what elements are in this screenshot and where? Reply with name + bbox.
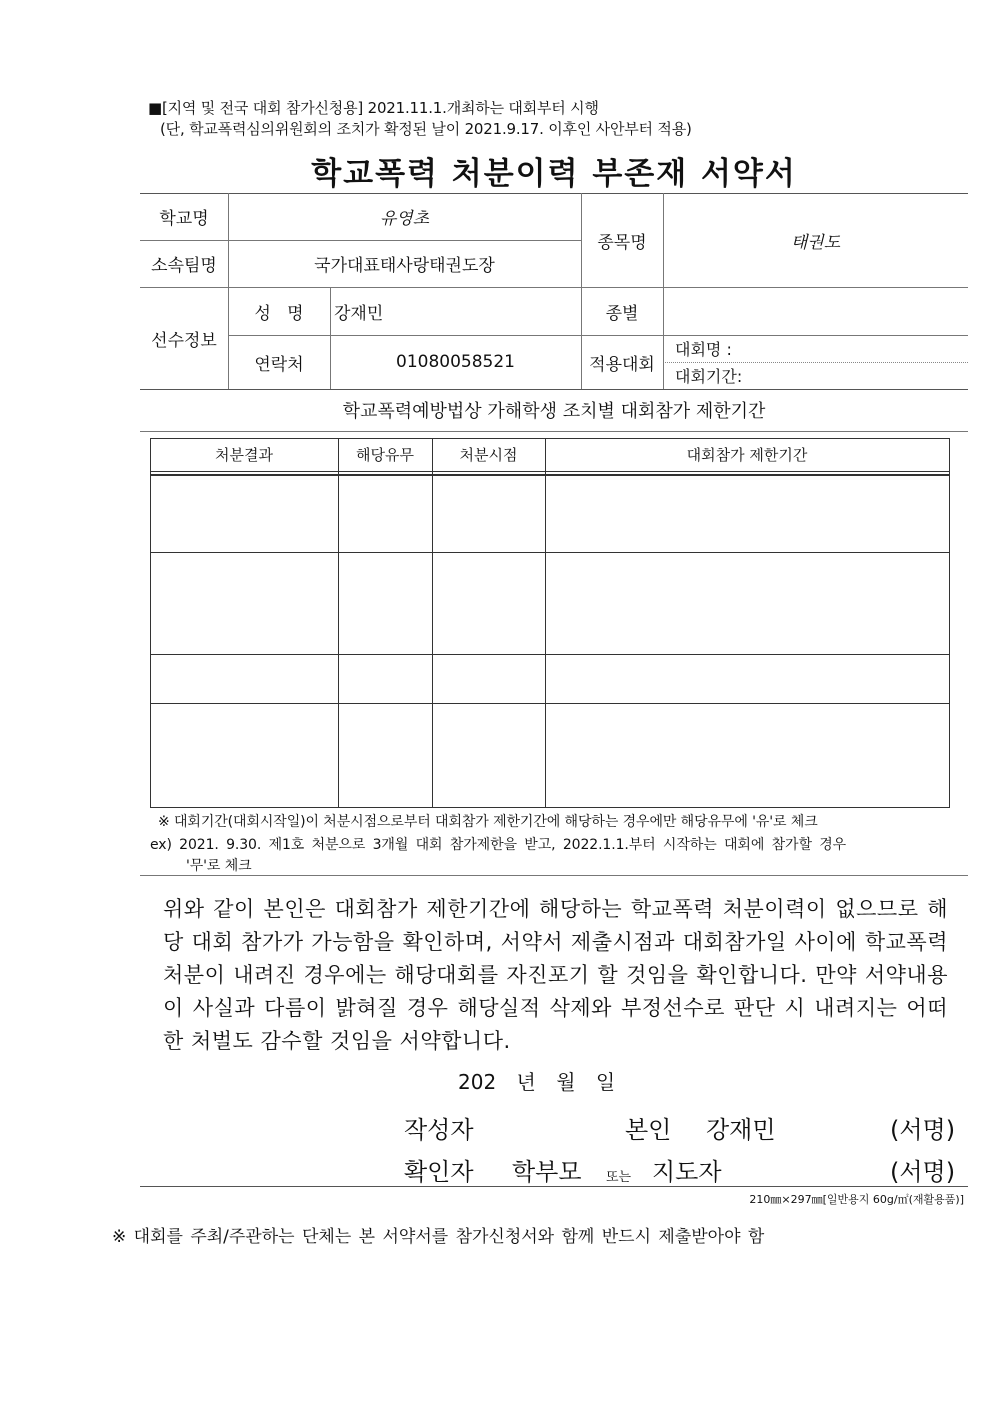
competition-name-label: 대회명 : bbox=[675, 340, 732, 359]
col-disposition-result: 처분결과 bbox=[215, 446, 273, 464]
competition-period-label: 대회기간: bbox=[675, 367, 743, 386]
col-restriction-period: 대회참가 제한기간 bbox=[686, 446, 808, 464]
signature-2: (서명) bbox=[890, 1158, 956, 1186]
coach-label: 지도자 bbox=[652, 1158, 722, 1186]
note-2: ex) 2021. 9.30. 제1호 처분으로 3개월 대회 참가제한을 받고, 2022.1.1.부터 시작하는 대회에 참가할 경우 bbox=[150, 837, 847, 853]
parent-label: 학부모 bbox=[512, 1158, 582, 1186]
team-value: 국가대표태사랑태권도장 bbox=[314, 256, 495, 276]
date-line: 202 년 월 일 bbox=[458, 1070, 616, 1094]
gender-value bbox=[663, 287, 968, 335]
or-label: 또는 bbox=[606, 1170, 632, 1185]
contact-label: 연락처 bbox=[254, 354, 304, 375]
school-label: 학교명 bbox=[159, 209, 209, 229]
col-disposition-date: 처분시점 bbox=[459, 446, 518, 464]
self-label: 본인 bbox=[625, 1116, 672, 1144]
notice-line-2: (단, 학교폭력심의위원회의 조치가 확정된 날이 2021.9.17. 이후인 사안부터 적용) bbox=[160, 120, 692, 138]
sport-label: 종목명 bbox=[597, 232, 647, 253]
col-applicable: 해당유무 bbox=[356, 446, 414, 464]
notice-line-1: ■[지역 및 전국 대회 참가신청용] 2021.11.1.개최하는 대회부터 시행 bbox=[148, 99, 599, 117]
gender-label: 종별 bbox=[605, 303, 639, 324]
paper-spec: 210㎜×297㎜[일반용지 60g/㎡(재활용품)] bbox=[749, 1193, 964, 1206]
confirm-label: 확인자 bbox=[404, 1158, 474, 1186]
name-value: 강재민 bbox=[334, 303, 384, 324]
footnote: ※ 대회를 주최/주관하는 단체는 본 서약서를 참가신청서와 함께 반드시 제출받아야 함 bbox=[112, 1227, 765, 1247]
document-title: 학교폭력 처분이력 부존재 서약서 bbox=[311, 156, 797, 192]
team-label: 소속팀명 bbox=[151, 256, 217, 276]
restriction-heading: 학교폭력예방법상 가해학생 조치별 대회참가 제한기간 bbox=[342, 401, 766, 422]
writer-label: 작성자 bbox=[404, 1116, 474, 1144]
contact-value: 01080058521 bbox=[396, 352, 515, 372]
note-3: '무'로 체크 bbox=[186, 858, 252, 874]
sport-value: 태권도 bbox=[790, 232, 841, 253]
school-value: 유영초 bbox=[379, 209, 430, 229]
name-label: 성 명 bbox=[254, 303, 304, 324]
pledge-paragraph: 위와 같이 본인은 대회참가 제한기간에 해당하는 학교폭력 처분이력이 없으므로 해당 대회 참가가 가능함을 확인하며, 서약서 제출시점과 대회참가일 사이에 학교폭력 처분이 내려진 경우에는 해당대회를 자진포기 할 것임을 확인합니다. 만약 서약내용이 사실과 다름이 밝혀질 경우 해당실적 삭제와 부정선수로 판단 시 내려지는 어떠한 처벌도 감수할 것임을 서약합니다. bbox=[163, 897, 948, 1053]
note-1: ※ 대회기간(대회시작일)이 처분시점으로부터 대회참가 제한기간에 해당하는 경우에만 해당유무에 '유'로 체크 bbox=[158, 814, 818, 830]
competition-label: 적용대회 bbox=[589, 354, 655, 375]
self-name: 강재민 bbox=[706, 1116, 776, 1144]
player-info-label: 선수정보 bbox=[151, 330, 217, 351]
signature-1: (서명) bbox=[890, 1116, 956, 1144]
